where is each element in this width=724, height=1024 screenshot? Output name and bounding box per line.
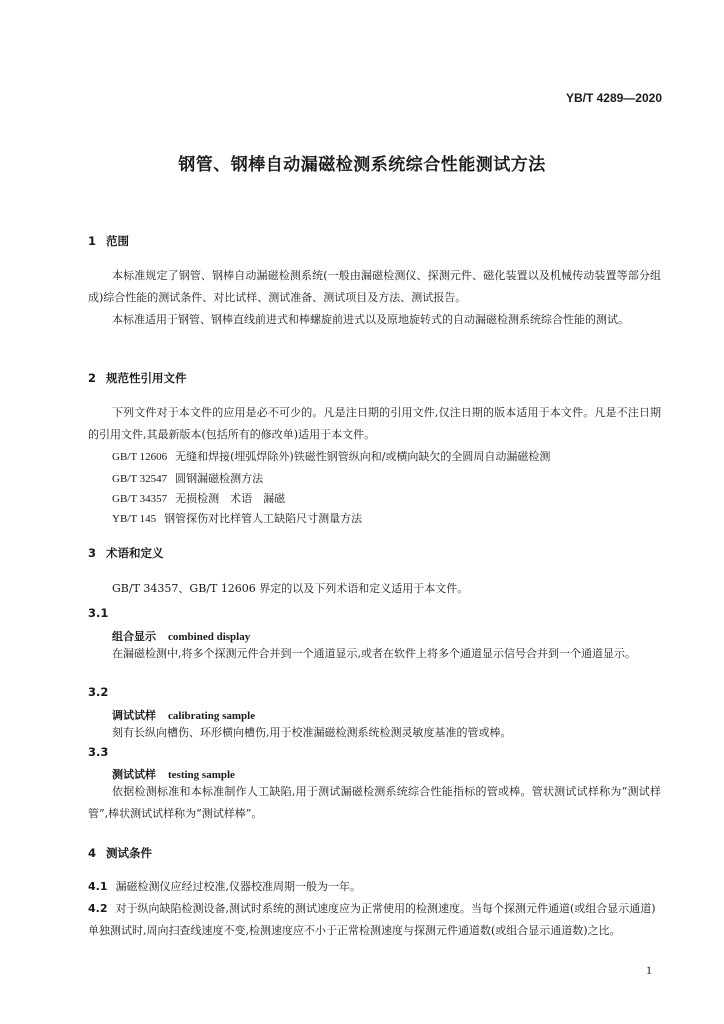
section-heading-3: 3 术语和定义 (88, 546, 164, 560)
page-number: 1 (646, 963, 652, 977)
references-intro: 下列文件对于本文件的应用是必不可少的。凡是注日期的引用文件,仅注日期的版本适用于本文件。凡是不注日期的引用文件,其最新版本(包括所有的修改单)适用于本文件。 (88, 406, 661, 441)
numbered-paragraph: 4.1 漏磁检测仪应经过校准,仪器校准周期一般为一年。 (88, 880, 361, 893)
reference-item: GB/T 34357 无损检测 术语 漏磁 (112, 492, 286, 505)
reference-item: YB/T 145 钢管探伤对比样管人工缺陷尺寸测量方法 (112, 512, 363, 525)
term-number: 3.2 (88, 685, 109, 699)
numbered-paragraph: 4.2 对于纵向缺陷检测设备,测试时系统的测试速度应为正常使用的检测速度。当每个探测元件通道(或组合显示通道)单独测试时,周向扫查线速度不变,检测速度应不小于正常检测速度与探测元件通道数(或组合显示通道数)之比。 (88, 902, 656, 937)
terms-intro: GB/T 34357、GB/T 12606 界定的以及下列术语和定义适用于本文件。 (112, 582, 469, 595)
reference-item: GB/T 32547 圆钢漏磁检测方法 (112, 472, 264, 485)
section-heading-1: 1 范围 (88, 234, 129, 248)
term-definition: 在漏磁检测中,将多个探测元件合并到一个通道显示,或者在软件上将多个通道显示信号合并到一个通道显示。 (112, 647, 636, 660)
term-definition: 刻有长纵向槽伤、环形横向槽伤,用于校准漏磁检测系统检测灵敏度基准的管或棒。 (112, 726, 512, 739)
section-heading-4: 4 测试条件 (88, 846, 152, 860)
section-heading-2: 2 规范性引用文件 (88, 371, 187, 385)
term-number: 3.3 (88, 745, 109, 759)
term-number: 3.1 (88, 606, 109, 620)
reference-item: GB/T 12606 无缝和焊接(埋弧焊除外)铁磁性钢管纵向和/或横向缺欠的全圆周自动漏磁检测 (112, 450, 551, 463)
term-title: 测试试样 testing sample (112, 768, 235, 781)
document-title: 钢管、钢棒自动漏磁检测系统综合性能测试方法 (178, 155, 546, 175)
standard-code: YB/T 4289—2020 (565, 91, 662, 105)
term-definition: 依据检测标准和本标准制作人工缺陷,用于测试漏磁检测系统综合性能指标的管或棒。管状测试试样称为“测试样管”,棒状测试试样称为“测试样棒”。 (88, 785, 661, 820)
term-title: 组合显示 combined display (112, 630, 251, 643)
scope-paragraph-1: 本标准规定了钢管、钢棒自动漏磁检测系统(一般由漏磁检测仪、探测元件、磁化装置以及机械传动装置等部分组成)综合性能的测试条件、对比试样、测试准备、测试项目及方法、测试报告。 (88, 269, 661, 304)
scope-paragraph-2: 本标准适用于钢管、钢棒直线前进式和棒螺旋前进式以及原地旋转式的自动漏磁检测系统综合性能的测试。 (112, 313, 629, 326)
term-title: 调试试样 calibrating sample (112, 709, 256, 722)
